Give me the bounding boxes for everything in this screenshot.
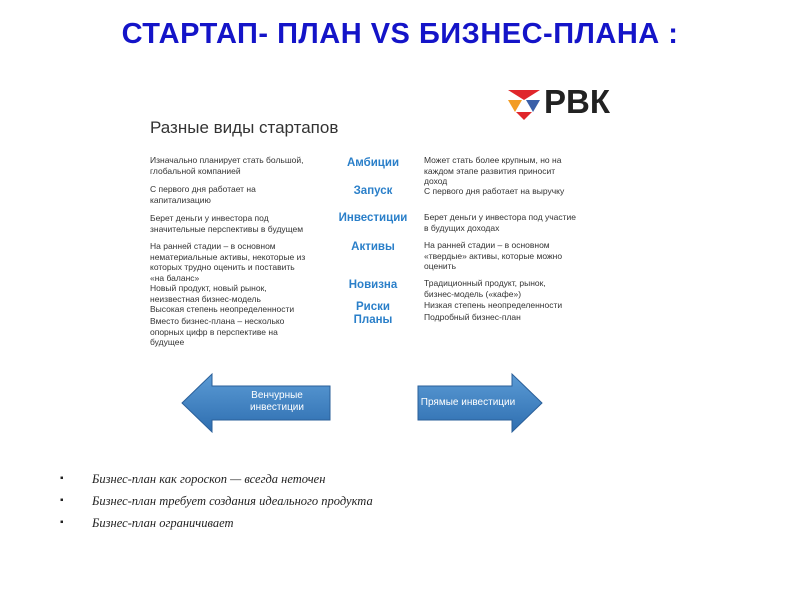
left-item: С первого дня работает на капитализацию: [150, 184, 256, 205]
slide-title: СТАРТАП- ПЛАН VS БИЗНЕС-ПЛАНА :: [121, 18, 679, 50]
bullet-item: [60, 512, 373, 534]
diagram-subtitle: Разные виды стартапов: [150, 118, 339, 137]
category-label: Амбиции: [346, 157, 400, 169]
right-item: На ранней стадии – в основном «твердые» активы, которые можно оценить: [424, 240, 563, 271]
bullet-text: Бизнес-план как гороскоп — всегда неточен: [92, 472, 326, 486]
left-item: Высокая степень неопределенности: [150, 304, 295, 314]
bullet-item: [60, 490, 373, 512]
bullet-text: Бизнес-план ограничивает: [92, 516, 234, 530]
bullet-marker: ▪: [60, 495, 64, 506]
right-item: Берет деньги у инвестора под участие в будущих доходах: [424, 212, 577, 233]
category-label: Запуск: [353, 185, 393, 197]
arrow-left-label: Венчурные инвестиции: [250, 390, 304, 413]
right-item: Подробный бизнес-план: [424, 312, 521, 322]
rvk-logo: [506, 83, 626, 122]
right-item: С первого дня работает на выручку: [424, 186, 565, 196]
right-item: Может стать более крупным, но на каждом этапе развития приносит доход: [424, 155, 562, 186]
category-label: Планы: [353, 314, 393, 326]
category-label: Риски: [356, 301, 390, 313]
category-label: Активы: [351, 241, 395, 253]
left-item: Берет деньги у инвестора под значительные перспективы в будущем: [150, 213, 304, 234]
left-item: Вместо бизнес-плана – несколько опорных цифр в перспективе на будущее: [150, 316, 285, 347]
rvk-logo-icon: [506, 86, 542, 122]
left-item: На ранней стадии – в основном нематериальные активы, некоторые из которых трудно оценить и поставить «на баланс»: [150, 241, 306, 283]
bullet-item: [60, 468, 373, 490]
logo-text: РВК: [544, 83, 610, 120]
bullet-list: [60, 468, 373, 534]
investment-arrows: [150, 372, 610, 434]
right-item: Низкая степень неопределенности: [424, 300, 563, 310]
bullet-text: Бизнес-план требует создания идеального продукта: [92, 494, 373, 508]
left-item: Новый продукт, новый рынок, неизвестная бизнес-модель: [150, 283, 267, 304]
left-item: Изначально планирует стать большой, глобальной компанией: [150, 155, 304, 176]
arrow-right-label: Прямые инвестиции: [420, 397, 516, 408]
category-label: Новизна: [348, 279, 398, 291]
bullet-marker: ▪: [60, 473, 64, 484]
category-label: Инвестиции: [338, 212, 408, 224]
bullet-marker: ▪: [60, 517, 64, 528]
right-item: Традиционный продукт, рынок, бизнес-модель («кафе»): [424, 278, 546, 299]
